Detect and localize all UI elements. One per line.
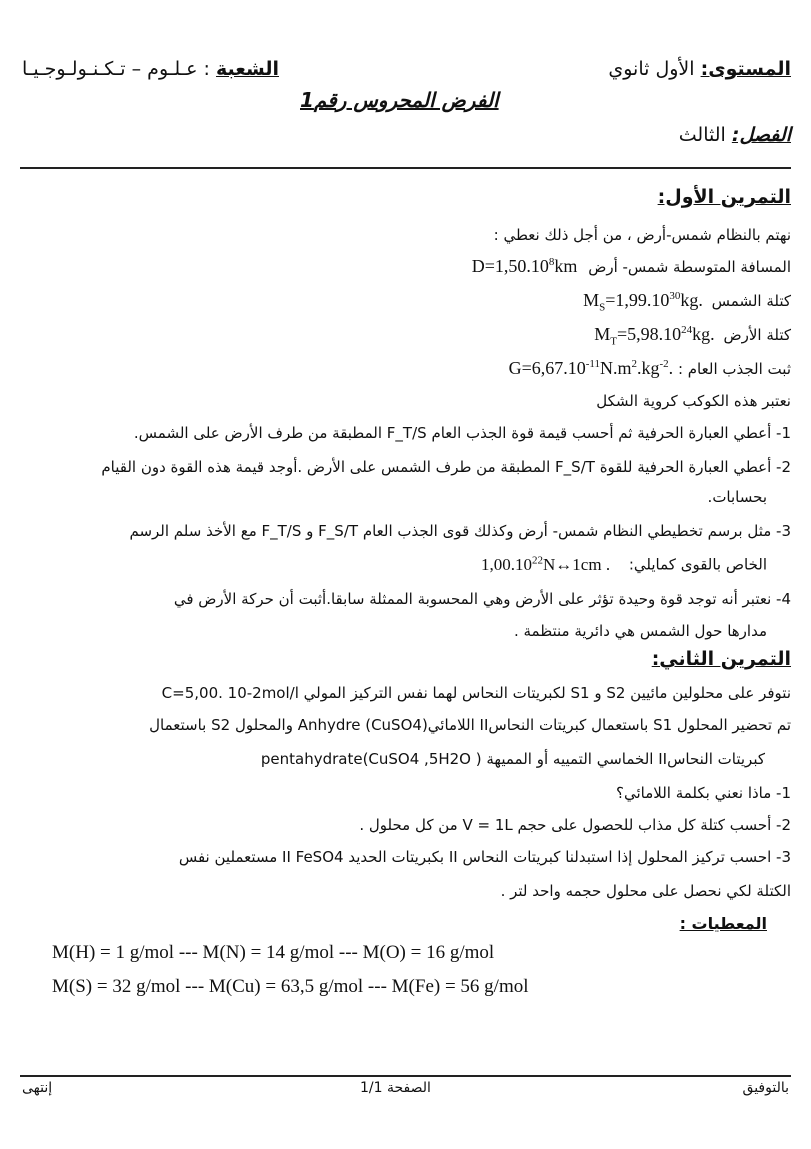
distance-line <box>21 256 791 277</box>
footer-right: بالتوفيق <box>742 1080 789 1096</box>
term-label: الفصل: <box>731 124 791 146</box>
exercise1-q4-cont: مدارها حول الشمس هي دائرية منتظمة . <box>513 622 767 640</box>
sun-mass-value: $M_S=1,99.10^{30}kg$. <box>583 290 703 314</box>
earth-mass-value: $M_T=5,98.10^{24}kg$. <box>594 324 715 348</box>
exercise1-q2-cont: بحسابات. <box>707 488 767 506</box>
g-line <box>21 358 791 379</box>
branch <box>22 58 279 80</box>
exercise1-q2: 2- أعطي العبارة الحرفية للقوة F_S/T المطبقة من طرف الشمس على الأرض .أوجد قيمة هذه القوة دون القيام <box>101 458 791 476</box>
exercise2-q3-cont: الكتلة لكي نحصل على محلول حجمه واحد لتر . <box>500 882 791 900</box>
level-value: الأول ثانوي <box>608 58 701 80</box>
exercise1-q4: 4- نعتبر أنه توجد قوة وحيدة تؤثر على الأرض وهي المحسوبة الممثلة سابقا.أثبت أن حركة الأرض في <box>173 590 791 608</box>
molar-mass-line-1: M(H) = 1 g/mol --- M(N) = 14 g/mol --- M(O) = 16 g/mol <box>52 942 495 963</box>
scale-value: 1,00.10$^{22}$N↔1cm . <box>481 554 611 574</box>
molar-mass-line-2: M(S) = 32 g/mol --- M(Cu) = 63,5 g/mol --- M(Fe) = 56 g/mol <box>52 976 529 997</box>
term <box>679 124 791 146</box>
g-value: $G=6,67.10^{-11}N.m^2.kg^{-2}$. <box>508 358 674 378</box>
exercise2-p2: تم تحضير المحلول S1 باستعمال كبريتات النحاسII اللامائي(Anhydre (CuSO4 والمحلول S2 باستعمال <box>149 716 791 734</box>
term-value: الثالث <box>678 124 732 146</box>
footer-page-number: الصفحة 1/1 <box>360 1080 431 1096</box>
exercise2-title: التمرين الثاني: <box>651 648 791 670</box>
exercise2-q3: 3- احسب تركيز المحلول إذا استبدلنا كبريتات النحاس II بكبريتات الحديد II FeSO4 مستعملين نفس <box>178 848 791 866</box>
level <box>608 58 791 80</box>
exercise1-intro: نهتم بالنظام شمس-أرض ، من أجل ذلك نعطي : <box>493 226 791 244</box>
exam-title: الفرض المحروس رقم1 <box>300 88 499 112</box>
consider-line: نعتبر هذه الكوكب كروية الشكل <box>596 392 791 410</box>
exercise2-p3: كبريتات النحاسII الخماسي التمييه أو المميهة ( pentahydrate(CuSO4 ,5H2O <box>260 750 765 768</box>
level-label: المستوى: <box>700 58 791 80</box>
exercise1-q1: 1- أعطي العبارة الحرفية ثم أحسب قيمة قوة الجذب العام F_T/S المطبقة من طرف الأرض على الشمس. <box>133 424 791 442</box>
exercise2-q1: 1- ماذا نعني بكلمة اللامائي؟ <box>616 784 791 802</box>
data-title: المعطيات : <box>679 914 767 933</box>
g-label: ثبت الجذب العام : <box>677 360 791 378</box>
exercise1-q3: 3- مثل برسم تخطيطي النظام شمس- أرض وكذلك قوى الجذب العام F_S/T و F_T/S مع الأخذ سلم الرسم <box>129 522 791 540</box>
scale-label: الخاص بالقوى كمايلي: <box>628 555 767 574</box>
sun-mass-label: كتلة الشمس <box>711 292 791 310</box>
distance-label: المسافة المتوسطة شمس- أرض <box>588 258 791 276</box>
sun-mass-line <box>21 290 791 314</box>
exercise1-q3-scale <box>0 554 767 575</box>
exercise2-p1: نتوفر على محلولين مائيين S2 و S1 لكبريتات النحاس لهما نفس التركيز المولي C=5,00. 10-2mol/l <box>161 684 791 702</box>
footer-left: إنتهى <box>22 1080 53 1096</box>
branch-label: الشعبة <box>216 58 279 80</box>
exercise1-title: التمرين الأول: <box>657 186 791 208</box>
header-divider <box>20 167 791 169</box>
earth-mass-label: كتلة الأرض <box>723 326 791 344</box>
distance-value: $D=1,50.10^8km$ <box>471 256 578 276</box>
branch-value: : عـلـوم – تـكـنـولـوجـيـا <box>22 58 216 80</box>
footer-divider <box>20 1075 791 1077</box>
exercise2-q2: 2- أحسب كتلة كل مذاب للحصول على حجم V = 1L من كل محلول . <box>359 816 791 834</box>
earth-mass-line <box>21 324 791 348</box>
